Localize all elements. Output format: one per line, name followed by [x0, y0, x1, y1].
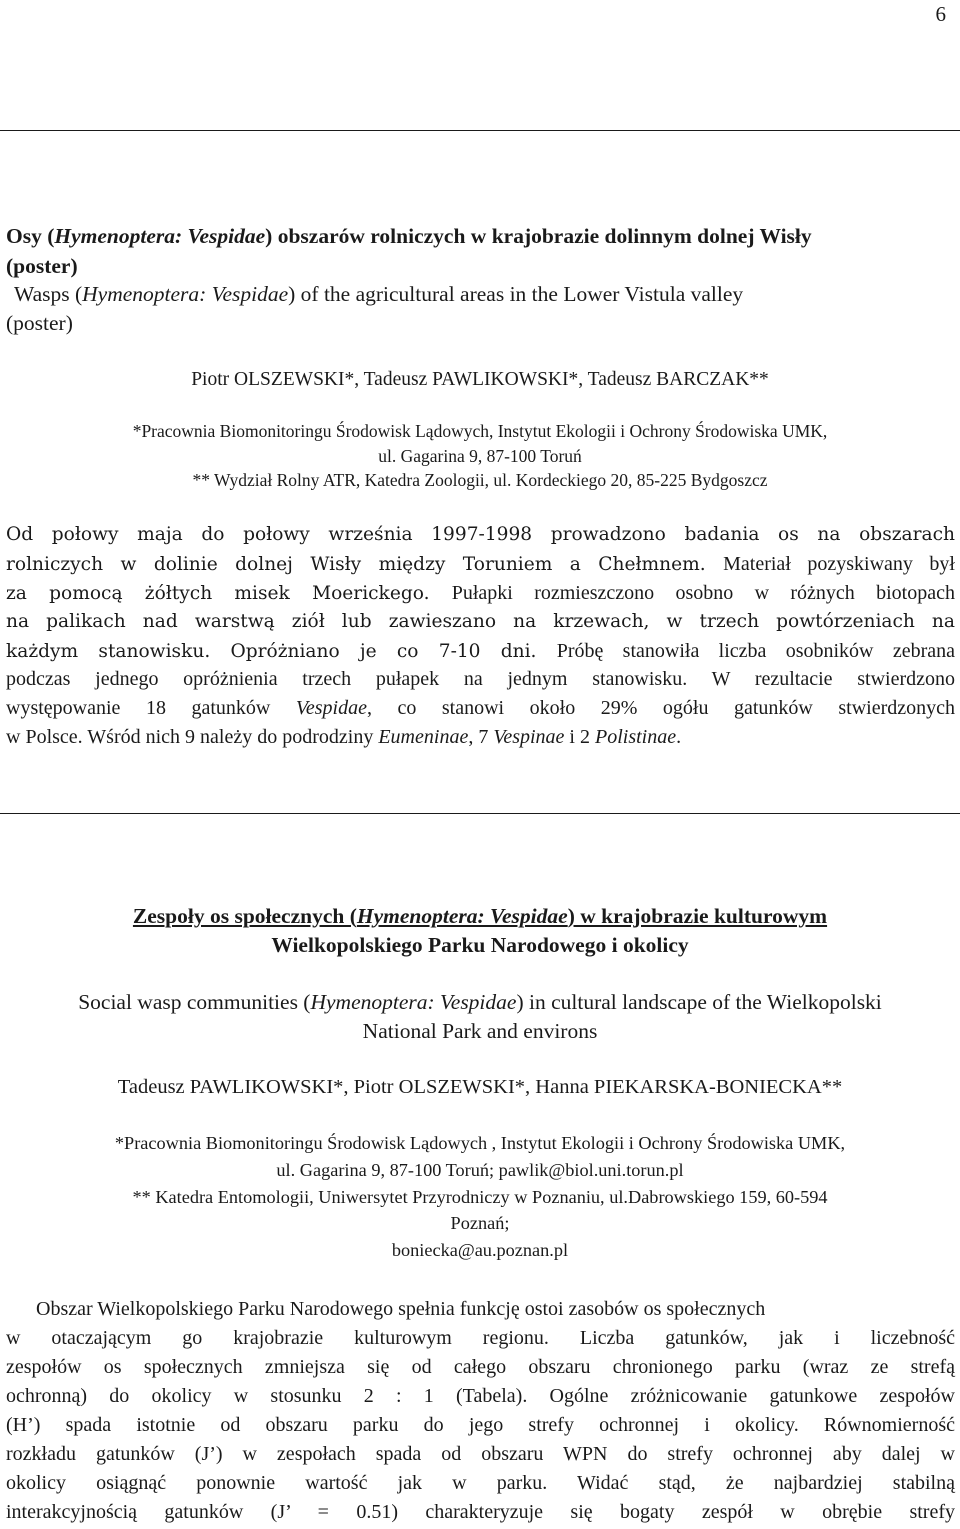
title-part: Osy (	[6, 224, 55, 248]
abstract-line: interakcyjnością gatunków (J’ = 0.51) charakteryzuje się bogaty zespół w obrębie strefy	[6, 1501, 955, 1523]
text-run-italic: Eumeninae	[378, 726, 469, 748]
article-2-affiliation-line: Poznań;	[450, 1213, 510, 1233]
article-1-title	[6, 224, 812, 249]
abstract-line: ochronną) do okolicy w stosunku 2 : 1 (Tabela). Ogólne zróżnicowanie gatunkowe zespołów	[6, 1385, 955, 1407]
title-part: Social wasp communities (	[78, 990, 311, 1014]
abstract-line: (H’) spada istotnie od obszaru parku do jego strefy ochronnej i okolicy. Równomierność	[6, 1414, 955, 1436]
text-run-italic: Vespinae	[493, 726, 565, 748]
title-part: Wasps (	[14, 282, 83, 306]
header-rule	[0, 130, 960, 131]
article-2-title-line2: Wielkopolskiego Parku Narodowego i okolicy	[271, 933, 689, 957]
text-run: Próbę stanowiła liczba osobników zebrana	[556, 640, 955, 662]
abstract-line	[6, 668, 955, 691]
article-2-authors: Tadeusz PAWLIKOWSKI*, Piotr OLSZEWSKI*, Hanna PIEKARSKA-BONIECKA**	[117, 1076, 843, 1098]
abstract-line: okolicy osiągnąć ponownie wartość jak w parku. Widać stąd, że najbardziej stabilną	[6, 1472, 955, 1494]
article-2-title	[0, 904, 960, 929]
title-part-italic: Hymenoptera: Vespidae	[82, 282, 289, 306]
section-divider	[0, 813, 960, 814]
text-run: W rezultacie stwierdzono	[711, 668, 956, 690]
article-1-affiliation-line: *Pracownia Biomonitoringu Środowisk Lądowych, Instytut Ekologii i Ochrony Środowiska UMK,	[132, 421, 828, 441]
article-2-affiliation-line: ul. Gagarina 9, 87-100 Toruń; pawlik@biol.uni.torun.pl	[276, 1160, 684, 1180]
text-run: , co stanowi około 29% ogółu gatunków stwierdzonych	[366, 697, 956, 719]
text-run: podczas jednego opróżnienia trzech pułapek na jednym stanowisku.	[6, 668, 712, 690]
title-part-italic: Hymenoptera: Vespidae	[54, 224, 266, 248]
abstract-line	[6, 582, 955, 605]
title-part: ) in cultural landscape of the Wielkopolski	[516, 990, 882, 1014]
text-run: za pomocą żółtych misek Moerickego.	[6, 583, 452, 604]
text-run-italic: Vespidae	[295, 697, 367, 719]
abstract-line	[6, 726, 681, 749]
title-part-italic: Hymenoptera: Vespidae	[310, 990, 517, 1014]
text-run: .	[676, 726, 682, 748]
text-run: występowanie 18 gatunków	[6, 697, 296, 719]
text-run: i 2	[564, 726, 595, 748]
article-2-affiliation-line: *Pracownia Biomonitoringu Środowisk Lądowych , Instytut Ekologii i Ochrony Środowiska UMK,	[114, 1133, 846, 1153]
text-run-italic: Polistinae	[594, 726, 677, 748]
abstract-line	[6, 524, 955, 545]
abstract-line	[6, 640, 955, 663]
title-underlined	[133, 904, 827, 928]
abstract-line: rozkładu gatunków (J’) w zespołach spada od obszaru WPN do strefy ochronnej aby dalej w	[6, 1443, 955, 1465]
abstract-line: Obszar Wielkopolskiego Parku Narodowego spełnia funkcję ostoi zasobów os społecznych	[36, 1298, 766, 1320]
article-2-affiliation-email: boniecka@au.poznan.pl	[391, 1240, 569, 1260]
abstract-line: w otaczającym go krajobrazie kulturowym regionu. Liczba gatunków, jak i liczebność	[6, 1327, 955, 1349]
article-2-english-title	[0, 990, 960, 1015]
abstract-line	[6, 553, 955, 576]
text-run: rolniczych w dolinie dolnej Wisły między Toruniem a Chełmnem.	[6, 554, 724, 575]
title-part: ) of the agricultural areas in the Lower Vistula valley	[288, 282, 744, 306]
text-run: , 7	[468, 726, 494, 748]
text-run: Pułapki rozmieszczono osobno w różnych biotopach	[451, 582, 955, 604]
page-number: 6	[935, 2, 946, 26]
article-1-affiliation-line: ul. Gagarina 9, 87-100 Toruń	[378, 446, 582, 466]
abstract-line: zespołów os społecznych zmniejsza się od całego obszaru chronionego parku (wraz ze strefą	[6, 1356, 955, 1378]
title-part: ) w krajobrazie kulturowym	[567, 904, 828, 928]
article-1-affiliation-line: ** Wydział Rolny ATR, Katedra Zoologii, ul. Kordeckiego 20, 85-225 Bydgoszcz	[192, 470, 768, 490]
article-2-affiliation-line: ** Katedra Entomologii, Uniwersytet Przyrodniczy w Poznaniu, ul.Dabrowskiego 159, 60-594	[132, 1187, 828, 1207]
article-1-english-title-suffix: (poster)	[6, 311, 73, 335]
text-run: każdym stanowisku. Opróżniano je co 7-10 dni.	[6, 641, 557, 662]
text-run: Od połowy maja do połowy września 1997-1998 prowadzono badania os na obszarach	[6, 524, 955, 545]
text-run: Materiał pozyskiwany był	[723, 553, 955, 575]
article-1-english-title	[14, 282, 743, 307]
article-2-english-title-line2: National Park and environs	[362, 1019, 598, 1043]
abstract-line	[6, 697, 955, 720]
text-run: w Polsce. Wśród nich 9 należy do podrodziny	[6, 726, 379, 748]
text-run: na palikach nad warstwą ziół lub zawieszano na krzewach, w trzech powtórzeniach na	[6, 611, 955, 632]
title-part: Zespoły os społecznych (	[132, 904, 357, 928]
title-part-italic: Hymenoptera: Vespidae	[356, 904, 568, 928]
abstract-line	[6, 611, 955, 632]
title-part: ) obszarów rolniczych w krajobrazie dolinnym dolnej Wisły	[265, 224, 812, 248]
article-1-authors: Piotr OLSZEWSKI*, Tadeusz PAWLIKOWSKI*, Tadeusz BARCZAK**	[191, 369, 769, 390]
article-1-title-suffix: (poster)	[6, 254, 78, 278]
